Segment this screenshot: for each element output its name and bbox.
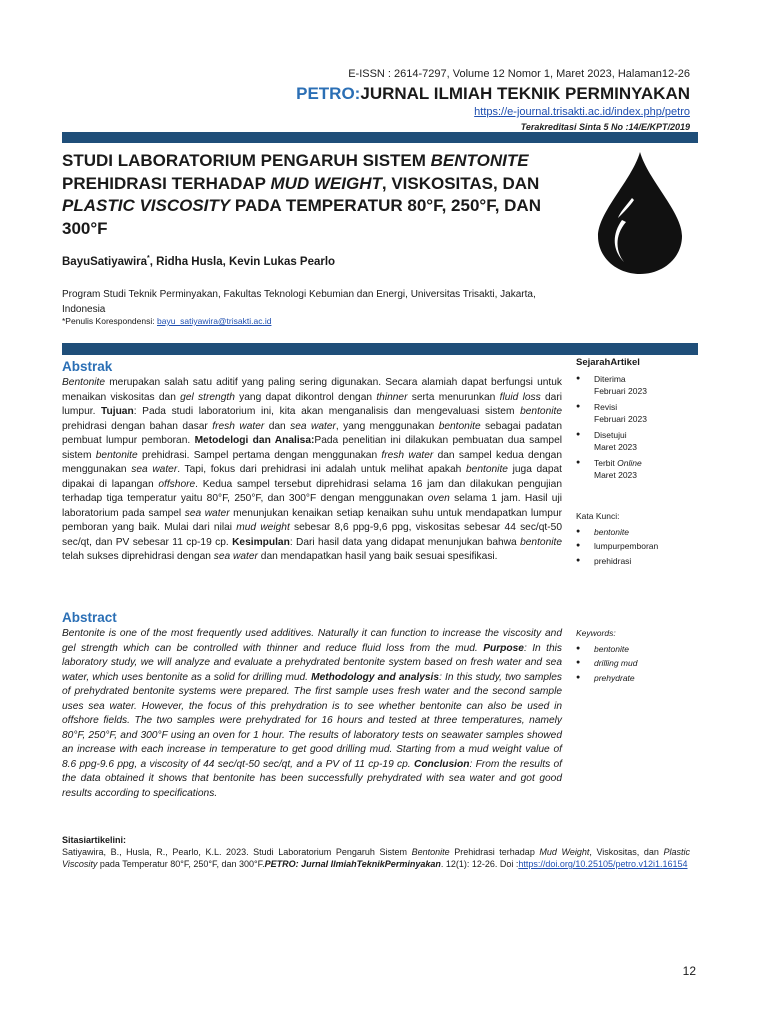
text-run: Tujuan [101,406,134,417]
journal-title [296,84,690,104]
kata-kunci-heading: Kata Kunci: [576,511,620,521]
text-run: Mud Weight [539,847,590,857]
text-run: bentonite [520,406,562,417]
text-run: oven [427,493,450,504]
text-run: . Tapi, fokus dari prehidrasi ini adalah untuk melihat apakah [177,464,467,475]
text-run: Plastic Viscosity [62,847,690,869]
text-run: Conclusion [413,758,470,770]
text-run: : Pada studi laboratorium ini, kita akan menganalisis dan mengevaluasi sistem [133,406,521,417]
text-run: sea water [131,464,178,475]
affiliation: Program Studi Teknik Perminyakan, Fakultas Teknologi Kebumian dan Energi, Universitas Trisakti, Jakarta, Indonesia [62,289,536,315]
text-run: merupakan salah satu aditif yang paling sering digunakan. Secara alamiah dapat berfungsi untuk menaikan viskositas dan [62,377,562,403]
text-run: Purpose [483,642,524,654]
abstract-heading: Abstract [62,610,117,625]
citation-text [62,846,690,870]
text-run: offshore [158,478,196,490]
text-run: fresh water [212,420,265,432]
text-run: Bentonite [411,847,450,857]
journal-url-link[interactable]: https://e-journal.trisakti.ac.id/index.php/petro [474,106,690,118]
text-run: yang dapat dikontrol dengan [234,391,377,403]
text-run: prehidrasi dengan bahan dasar [62,420,213,432]
oil-drop-logo-icon [592,150,688,276]
top-divider-bar [62,132,698,143]
page-number: 12 [682,964,696,978]
text-run: dan sampel kedua dengan menggunakan [62,449,563,475]
history-item: ● Disetujui Maret 2023 [576,429,706,454]
accreditation: Terakreditasi Sinta 5 No :14/E/KPT/2019 [520,122,690,132]
correspondence-email-link[interactable]: bayu_satiyawira@trisakti.ac.id [156,316,272,326]
text-run: sea water [213,551,258,562]
paper-title: STUDI LABORATORIUM PENGARUH SISTEM BENTONITE PREHIDRASI TERHADAP MUD WEIGHT, VISKOSITAS, DAN PLASTIC VISCOSITY PADA TEMPERATUR 80°F, 250°F, DAN 300°F [62,151,541,238]
keyword-item: ● bentonite [576,643,706,656]
text-run: selama 1 jam. Hasil uji laboratorium pada sampel [62,493,562,519]
citation-block [62,834,690,870]
text-run: , yang menggunakan [335,420,439,432]
kata-kunci [576,510,706,567]
text-run: menunjukan kenaikan setiap kenaikan suhu untuk mendapatkan lumpur pemboran yang baik. Mulai dari nilai [62,507,563,533]
text-run: . Kedua sampel tersebut diprehidrasi selama 16 jam dan dilakukan pengujian terhadap tiga temperatur yaitu 80°F, 250°F, dan 300°F dengan menggunakan [62,478,562,504]
text-run: pada Temperatur 80°F, 250°F, dan 300°F. [97,859,265,869]
text-run: dari lumpur. [62,391,562,417]
journal-prefix: PETRO: [296,84,361,103]
text-run: sebagai padatan pembuat lumpur pemboran. [62,420,562,446]
text-run: , Viskositas, dan [589,847,664,857]
text-run: : In this study, two samples of prehydrated bentonite systems were prepared. The first sample uses fresh water and the second sample uses sea water. However, the focus of this prehydration is to see whether bentonite can also be used in offshore fields. The two samples were prehydrated for 16 hours and tested at three temperatures, namely 80°F, 250°F, and 300°F using an oven for 1 hour. The results of laboratory tests on seawater samples showed an increase with each increase in temperature to get good drilling mud. Starting from a mud weight value of 8.6 ppg-9.6 ppg, a viscosity of 44 sec/qt-50 sec/qt, and a PV of 11 cp-19 cp. [62,671,563,770]
text-run: Kesimpulan [232,536,290,548]
text-run: dan mendapatkan hasil yang baik sesuai spesifikasi. [257,551,498,562]
citation-heading: Sitasiartikelini: [62,835,127,845]
history-item: ● Revisi Februari 2023 [576,401,706,426]
text-run: juga dapat dipakai di lapangan [62,464,563,490]
abstrak-body [62,376,562,565]
text-run: : Dari hasil data yang didapat menunjukan bahwa [289,536,521,548]
text-run: bentonite [438,420,481,432]
text-run: sebesar 8,6 ppg-9,6 ppg, viskositas sebesar 44 sec/qt-50 sec/qt, dan PV sebesar 11 cp-19 cp. [62,522,562,548]
text-run: bentonite [520,536,562,548]
article-history [576,357,706,482]
text-run: bentonite [466,464,508,475]
text-run: Metodelogi dan Analisa: [194,435,315,446]
text-run: sea water [290,420,336,432]
keyword-item: ● prehidrasi [576,555,706,568]
text-run: : In this laboratory study, we will analyze and evaluate a prehydrated bentonite system based on fresh water and sea water, which uses bentonite as a solid for drilling mud. [62,642,563,683]
correspondence: *Penulis Korespondensi: bayu_satiyawira@trisakti.ac.id [62,316,272,326]
text-run: : From the results of the data obtained it shows that bentonite has been successfully prehydrated with sea water and got good results according to specifications. [62,758,562,799]
text-run: dan [264,420,291,432]
text-run: fluid loss [499,391,541,403]
abstract-body [62,627,562,801]
text-run: fresh water [381,449,434,461]
history-item: ● Diterima Februari 2023 [576,373,706,398]
text-run: Bentonite [62,377,106,388]
text-run: Prehidrasi terhadap [449,847,540,857]
text-run: . 12(1): 12-26. Doi : [440,859,519,869]
authors: BayuSatiyawira*, Ridha Husla, Kevin Lukas Pearlo [62,255,336,268]
text-run: prehidrasi. Sampel pertama dengan menggunakan [137,449,382,461]
keyword-item: ● bentonite [576,526,706,539]
text-run: serta menurunkan [407,391,500,403]
text-run: PETRO: Jurnal IlmiahTeknikPerminyakan [264,859,441,869]
mid-divider-bar [62,343,698,355]
text-run: Satiyawira, B., Husla, R., Pearlo, K.L. 2023. Studi Laboratorium Pengaruh Sistem [62,847,412,857]
text-run: Methodology and analysis [311,671,440,683]
keyword-item: ● drilling mud [576,657,706,670]
keyword-item: ● prehydrate [576,672,706,685]
keywords-heading: Keywords: [576,628,616,638]
text-run: sea water [184,507,230,519]
text-run: bentonite [95,449,138,461]
text-run: mud weight [236,522,290,533]
history-item: ● Terbit Online Maret 2023 [576,457,706,482]
text-run: thinner [376,391,408,403]
text-run: telah sukses diprehidrasi dengan [62,551,214,562]
doi-link[interactable]: https://doi.org/10.25105/petro.v12i1.16154 [518,859,688,869]
text-run: gel strength [180,391,235,403]
keywords-en [576,627,706,684]
abstrak-heading: Abstrak [62,359,113,374]
text-run: Bentonite is one of the most frequently used additives. Naturally it can function to increase the viscosity and gel strength which can be controlled with thinner and reduce fluid loss from the mud. [62,628,562,654]
history-heading: SejarahArtikel [576,357,640,368]
text-run: Pada penelitian ini dilakukan pembuatan dua sampel sistem [62,435,562,461]
issn-line: E-ISSN : 2614-7297, Volume 12 Nomor 1, Maret 2023, Halaman12-26 [348,68,690,80]
keyword-item: ● lumpurpemboran [576,540,706,553]
journal-name: JURNAL ILMIAH TEKNIK PERMINYAKAN [360,84,690,103]
